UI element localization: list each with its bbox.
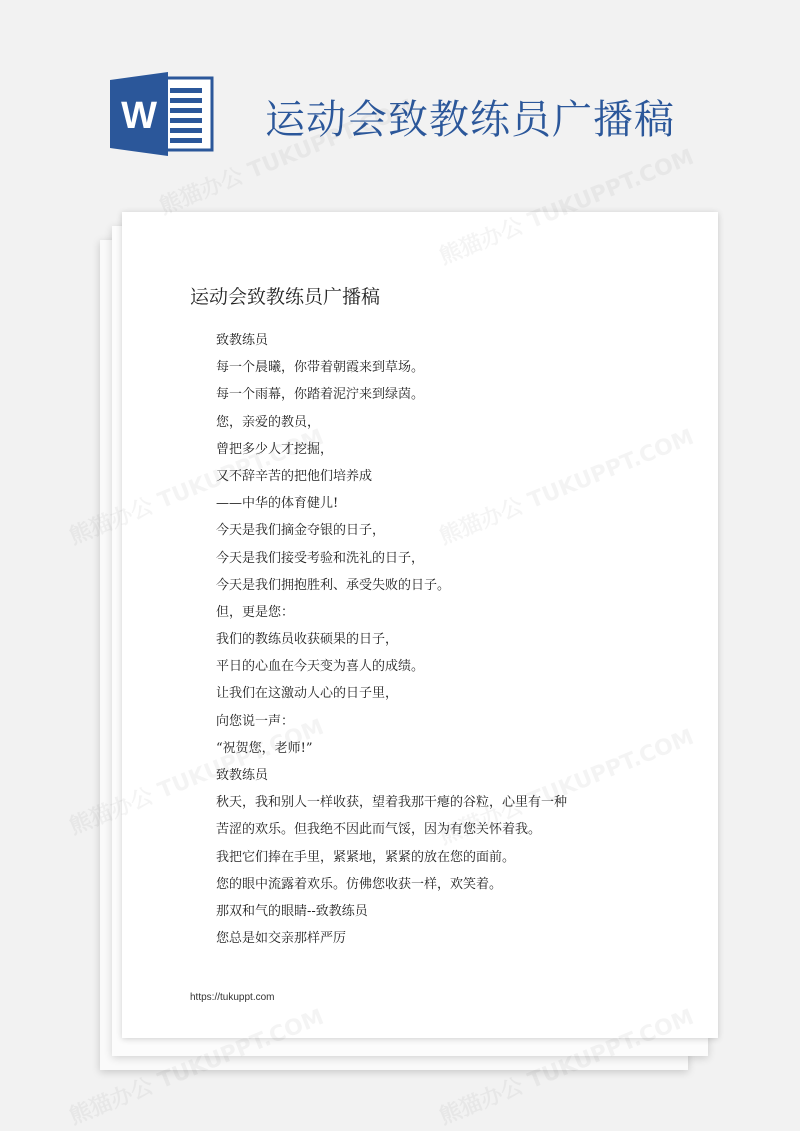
word-logo-letter: W xyxy=(121,95,157,137)
page-header-title: 运动会致教练员广播稿 xyxy=(265,97,675,143)
document-title: 运动会致教练员广播稿 xyxy=(190,286,381,308)
body-line: 今天是我们摘金夺银的日子， xyxy=(216,523,386,539)
body-line: 让我们在这激动人心的日子里， xyxy=(216,686,399,702)
body-line: 您总是如交亲那样严厉 xyxy=(216,931,347,947)
body-line: 向您说一声： xyxy=(216,713,295,729)
body-line: 但，更是您： xyxy=(216,604,295,620)
body-line: 又不辞辛苦的把他们培养成 xyxy=(216,468,373,484)
body-line: 致教练员 xyxy=(216,333,269,348)
body-line: 我把它们捧在手里，紧紧地，紧紧的放在您的面前。 xyxy=(216,849,516,865)
body-line: “祝贺您，老师!” xyxy=(216,740,313,756)
footer-url: https://tukuppt.com xyxy=(190,992,275,1003)
body-line: 我们的教练员收获硕果的日子， xyxy=(216,632,399,648)
body-line: 致教练员 xyxy=(216,768,269,783)
body-line: 今天是我们拥抱胜利、承受失败的日子。 xyxy=(216,577,451,593)
body-line: 您，亲爱的教员， xyxy=(216,414,321,430)
body-line: 秋天，我和别人一样收获，望着我那干瘪的谷粒，心里有一种 xyxy=(216,795,568,811)
word-logo-icon xyxy=(110,72,214,156)
body-line: 每一个雨幕，你踏着泥泞来到绿茵。 xyxy=(216,387,425,403)
document-body xyxy=(216,327,567,952)
body-line: 平日的心血在今天变为喜人的成绩。 xyxy=(216,659,425,675)
body-line: 今天是我们接受考验和洗礼的日子， xyxy=(216,550,425,566)
body-line: 曾把多少人才挖掘， xyxy=(216,441,334,457)
body-line: 每一个晨曦，你带着朝霞来到草场。 xyxy=(216,360,425,376)
body-line: ——中华的体育健儿! xyxy=(216,496,339,512)
body-line: 您的眼中流露着欢乐。仿佛您收获一样，欢笑着。 xyxy=(216,876,503,892)
body-line: 那双和气的眼睛--致教练员 xyxy=(216,903,368,919)
body-line: 苦涩的欢乐。但我绝不因此而气馁，因为有您关怀着我。 xyxy=(216,822,542,838)
document-page xyxy=(122,212,718,1038)
